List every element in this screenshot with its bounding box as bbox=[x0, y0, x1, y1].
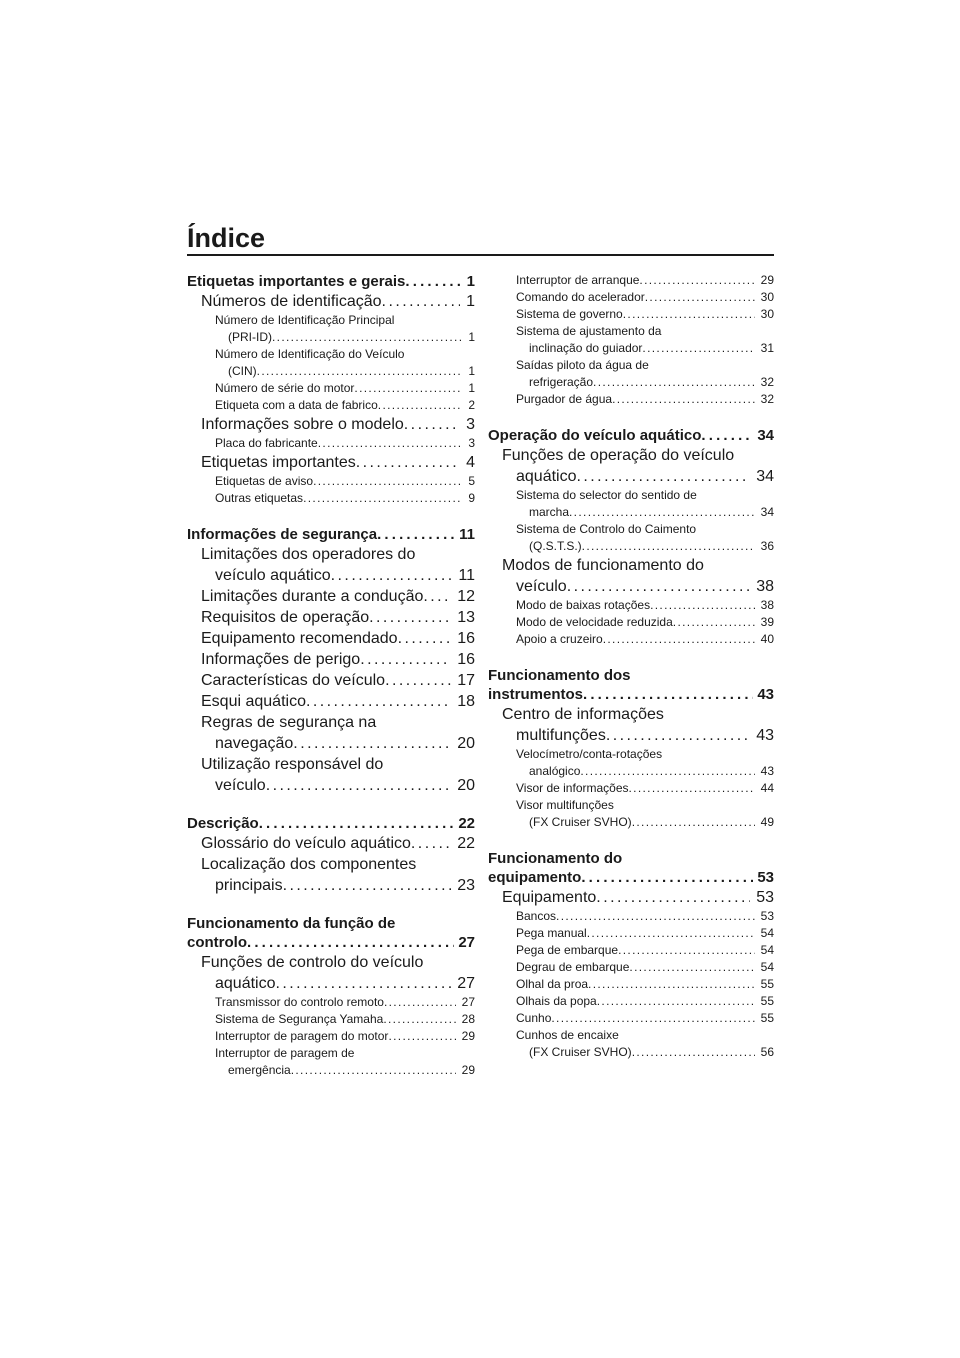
toc-section[interactable] bbox=[187, 414, 475, 435]
toc-page-number: 54 bbox=[760, 926, 774, 940]
toc-item[interactable] bbox=[187, 312, 475, 346]
toc-entry-text: Números de identificação bbox=[201, 293, 382, 310]
toc-entry-text: Cunhos de encaixe bbox=[516, 1028, 619, 1042]
toc-item[interactable] bbox=[187, 1011, 475, 1028]
toc-section[interactable] bbox=[488, 704, 774, 746]
dot-leader bbox=[369, 607, 451, 628]
toc-section[interactable] bbox=[488, 445, 774, 487]
dot-leader bbox=[632, 814, 755, 831]
dot-leader bbox=[272, 329, 462, 346]
toc-page-number: 54 bbox=[760, 960, 774, 974]
toc-entry-text: Sistema de Segurança Yamaha bbox=[215, 1012, 384, 1026]
toc-page-number: 13 bbox=[457, 609, 475, 626]
dot-leader bbox=[618, 942, 755, 959]
toc-page-number: 30 bbox=[760, 307, 774, 321]
toc-section[interactable] bbox=[187, 754, 475, 796]
toc-item[interactable] bbox=[488, 487, 774, 521]
dot-leader bbox=[388, 1028, 455, 1045]
toc-page-number: 53 bbox=[757, 869, 774, 886]
toc-section[interactable] bbox=[187, 544, 475, 586]
toc-entry-text: Visor de informações bbox=[516, 781, 629, 795]
dot-leader bbox=[593, 374, 755, 391]
toc-page-number: 29 bbox=[461, 1063, 475, 1077]
dot-leader bbox=[266, 775, 452, 796]
toc-chapter[interactable] bbox=[187, 914, 475, 952]
toc-entry-text: Modos de funcionamento do bbox=[502, 557, 704, 574]
dot-leader bbox=[673, 614, 755, 631]
dot-leader bbox=[582, 538, 755, 555]
toc-entry-text: Olhal da proa bbox=[516, 977, 589, 991]
toc-page-number: 40 bbox=[760, 632, 774, 646]
toc-page-number: 3 bbox=[468, 436, 475, 450]
toc-entry-text: Pega manual bbox=[516, 926, 587, 940]
dot-leader bbox=[556, 908, 755, 925]
toc-item[interactable] bbox=[187, 346, 475, 380]
toc-entry-text: Etiquetas importantes bbox=[201, 454, 356, 471]
dot-leader bbox=[603, 631, 755, 648]
dot-leader bbox=[318, 435, 463, 452]
dot-leader bbox=[383, 1011, 455, 1028]
toc-page-number: 1 bbox=[466, 273, 475, 290]
toc-section[interactable] bbox=[488, 887, 774, 908]
toc-page-number: 22 bbox=[457, 835, 475, 852]
dot-leader bbox=[580, 763, 754, 780]
toc-item[interactable] bbox=[488, 959, 774, 976]
dot-leader bbox=[423, 586, 451, 607]
toc-page-number: 55 bbox=[760, 977, 774, 991]
dot-leader bbox=[701, 426, 753, 445]
toc-item[interactable] bbox=[488, 614, 774, 631]
toc-item[interactable] bbox=[488, 631, 774, 648]
toc-entry-text: Interruptor de paragem de bbox=[215, 1046, 355, 1060]
toc-entry-text: aquático bbox=[516, 468, 577, 485]
toc-entry-text: Informações de perigo bbox=[201, 651, 361, 668]
toc-section[interactable] bbox=[187, 649, 475, 670]
toc-page-number: 53 bbox=[760, 909, 774, 923]
toc-entry-text: Número de Identificação Principal bbox=[215, 313, 395, 327]
toc-page-number: 34 bbox=[760, 505, 774, 519]
toc-entry-text: Centro de informações bbox=[502, 706, 664, 723]
dot-leader bbox=[632, 1044, 755, 1061]
toc-entry-text: Esqui aquático bbox=[201, 693, 306, 710]
toc-entry-text: Equipamento bbox=[502, 889, 597, 906]
toc-section[interactable] bbox=[187, 607, 475, 628]
dot-leader bbox=[569, 504, 755, 521]
toc-section[interactable] bbox=[187, 586, 475, 607]
toc-entry-text: Pega de embarque bbox=[516, 943, 619, 957]
toc-section[interactable] bbox=[187, 691, 475, 712]
toc-item[interactable] bbox=[488, 521, 774, 555]
page-title: Índice bbox=[187, 223, 266, 253]
dot-leader bbox=[612, 391, 755, 408]
toc-entry-text: veículo aquático bbox=[215, 567, 331, 584]
toc-page-number: 27 bbox=[458, 934, 475, 951]
toc-entry-text: analógico bbox=[529, 764, 581, 778]
toc-entry-text: Etiquetas importantes e gerais bbox=[187, 273, 406, 290]
toc-page-number: 20 bbox=[457, 735, 475, 752]
toc-entry-text: Localização dos componentes bbox=[201, 856, 417, 873]
toc-entry-text: inclinação do guiador bbox=[529, 341, 643, 355]
toc-item[interactable] bbox=[488, 993, 774, 1010]
toc-page-number: 23 bbox=[457, 877, 475, 894]
toc-entry-text: Regras de segurança na bbox=[201, 714, 377, 731]
toc-item[interactable] bbox=[187, 1028, 475, 1045]
dot-leader bbox=[382, 291, 461, 312]
toc-section[interactable] bbox=[187, 628, 475, 649]
toc-column-left bbox=[187, 272, 475, 1079]
toc-item[interactable] bbox=[488, 1027, 774, 1061]
toc-entry-text: Número de Identificação do Veículo bbox=[215, 347, 405, 361]
toc-entry-text: Glossário do veículo aquático bbox=[201, 835, 411, 852]
dot-leader bbox=[588, 976, 755, 993]
toc-page-number: 12 bbox=[457, 588, 475, 605]
dot-leader bbox=[597, 993, 755, 1010]
toc-entry-text: Limitações durante a condução bbox=[201, 588, 424, 605]
toc-entry-text: Limitações dos operadores do bbox=[201, 546, 416, 563]
toc-page-number: 38 bbox=[760, 598, 774, 612]
toc-entry-text: Funções de controlo do veículo bbox=[201, 954, 424, 971]
toc-entry-text: veículo bbox=[215, 777, 266, 794]
toc-entry-text: principais bbox=[215, 877, 283, 894]
toc-page-number: 43 bbox=[760, 764, 774, 778]
dot-leader bbox=[303, 490, 462, 507]
toc-page-number: 22 bbox=[458, 815, 475, 832]
toc-entry-text: (CIN) bbox=[228, 364, 257, 378]
dot-leader bbox=[642, 340, 754, 357]
toc-item[interactable] bbox=[187, 473, 475, 490]
toc-entry-text: Funções de operação do veículo bbox=[502, 447, 735, 464]
toc-page-number: 27 bbox=[457, 975, 475, 992]
toc-entry-text: equipamento bbox=[488, 869, 582, 886]
title-rule bbox=[187, 254, 774, 256]
toc-page-number: 2 bbox=[468, 398, 475, 412]
toc-entry-text: Purgador de água bbox=[516, 392, 613, 406]
dot-leader bbox=[356, 452, 460, 473]
toc-entry-text: Modo de baixas rotações bbox=[516, 598, 651, 612]
toc-page-number: 43 bbox=[756, 727, 774, 744]
toc-page-number: 27 bbox=[461, 995, 475, 1009]
toc-page-number: 16 bbox=[457, 630, 475, 647]
toc-entry-text: controlo bbox=[187, 934, 247, 951]
dot-leader bbox=[378, 397, 463, 414]
dot-leader bbox=[247, 933, 454, 952]
toc-entry-text: Informações sobre o modelo bbox=[201, 416, 404, 433]
toc-entry-text: (Q.S.T.S.) bbox=[529, 539, 582, 553]
toc-item[interactable] bbox=[187, 994, 475, 1011]
toc-entry-text: Funcionamento do bbox=[488, 850, 623, 867]
dot-leader bbox=[581, 868, 753, 887]
toc-entry-text: Velocímetro/conta-rotações bbox=[516, 747, 663, 761]
toc-item[interactable] bbox=[488, 289, 774, 306]
toc-item[interactable] bbox=[187, 397, 475, 414]
toc-page-number: 17 bbox=[457, 672, 475, 689]
toc-entry-text: Cunho bbox=[516, 1011, 552, 1025]
toc-item[interactable] bbox=[187, 1045, 475, 1079]
toc-page-number: 38 bbox=[756, 578, 774, 595]
dot-leader bbox=[306, 691, 451, 712]
toc-item[interactable] bbox=[488, 391, 774, 408]
toc-item[interactable] bbox=[187, 490, 475, 507]
toc-entry-text: (FX Cruiser SVHO) bbox=[529, 1045, 632, 1059]
toc-entry-text: Comando do acelerador bbox=[516, 290, 645, 304]
toc-page-number: 55 bbox=[760, 1011, 774, 1025]
dot-leader bbox=[629, 780, 755, 797]
toc-entry-text: Etiquetas de aviso bbox=[215, 474, 314, 488]
dot-leader bbox=[405, 272, 462, 291]
dot-leader bbox=[645, 289, 755, 306]
toc-item[interactable] bbox=[488, 306, 774, 323]
toc-page-number: 30 bbox=[760, 290, 774, 304]
toc-entry-text: Funcionamento da função de bbox=[187, 915, 396, 932]
toc-entry-text: veículo bbox=[516, 578, 567, 595]
toc-page-number: 44 bbox=[760, 781, 774, 795]
dot-leader bbox=[257, 363, 463, 380]
toc-item[interactable] bbox=[488, 746, 774, 780]
dot-leader bbox=[606, 725, 750, 746]
toc-chapter[interactable] bbox=[187, 272, 475, 291]
toc-page-number: 43 bbox=[757, 686, 774, 703]
toc-entry-text: Requisitos de operação bbox=[201, 609, 370, 626]
toc-page-number: 54 bbox=[760, 943, 774, 957]
toc-entry-text: Transmissor do controlo remoto bbox=[215, 995, 384, 1009]
toc-page-number: 32 bbox=[760, 392, 774, 406]
toc-page-number: 28 bbox=[461, 1012, 475, 1026]
toc-item[interactable] bbox=[488, 797, 774, 831]
toc-page-number: 39 bbox=[760, 615, 774, 629]
toc-entry-text: Características do veículo bbox=[201, 672, 386, 689]
toc-item[interactable] bbox=[488, 272, 774, 289]
dot-leader bbox=[384, 994, 456, 1011]
toc-entry-text: (FX Cruiser SVHO) bbox=[529, 815, 632, 829]
toc-entry-text: Degrau de embarque bbox=[516, 960, 630, 974]
toc-page-number: 3 bbox=[466, 416, 475, 433]
dot-leader bbox=[583, 685, 753, 704]
toc-entry-text: Sistema de Controlo do Caimento bbox=[516, 522, 697, 536]
toc-page-number: 1 bbox=[468, 364, 475, 378]
toc-page-number: 29 bbox=[461, 1029, 475, 1043]
toc-page-number: 1 bbox=[468, 330, 475, 344]
toc-entry-text: emergência bbox=[228, 1063, 291, 1077]
toc-entry-text: Interruptor de paragem do motor bbox=[215, 1029, 389, 1043]
dot-leader bbox=[551, 1010, 754, 1027]
toc-entry-text: instrumentos bbox=[488, 686, 584, 703]
toc-page-number: 11 bbox=[459, 526, 475, 543]
toc-entry-text: Modo de velocidade reduzida bbox=[516, 615, 673, 629]
toc-page-number: 56 bbox=[760, 1045, 774, 1059]
toc-entry-text: refrigeração bbox=[529, 375, 594, 389]
toc-item[interactable] bbox=[488, 1010, 774, 1027]
toc-entry-text: Sistema do selector do sentido de bbox=[516, 488, 697, 502]
toc-entry-text: Operação do veículo aquático bbox=[488, 427, 702, 444]
toc-item[interactable] bbox=[187, 435, 475, 452]
dot-leader bbox=[587, 925, 755, 942]
toc-entry-text: Saídas piloto da água de bbox=[516, 358, 649, 372]
toc-entry-text: Funcionamento dos bbox=[488, 667, 631, 684]
toc-entry-text: Etiqueta com a data de fabrico bbox=[215, 398, 378, 412]
toc-entry-text: multifunções bbox=[516, 727, 606, 744]
dot-leader bbox=[596, 887, 750, 908]
toc-page-number: 34 bbox=[757, 427, 774, 444]
toc-entry-text: Equipamento recomendado bbox=[201, 630, 398, 647]
dot-leader bbox=[411, 833, 451, 854]
toc-page-number: 4 bbox=[466, 454, 475, 471]
dot-leader bbox=[354, 380, 462, 397]
toc-section[interactable] bbox=[187, 712, 475, 754]
toc-page-number: 1 bbox=[466, 293, 475, 310]
toc-entry-text: Olhais da popa bbox=[516, 994, 597, 1008]
toc-chapter[interactable] bbox=[187, 814, 475, 833]
dot-leader bbox=[639, 272, 754, 289]
dot-leader bbox=[398, 628, 452, 649]
toc-item[interactable] bbox=[488, 908, 774, 925]
toc-section[interactable] bbox=[187, 670, 475, 691]
toc-item[interactable] bbox=[488, 357, 774, 391]
dot-leader bbox=[313, 473, 462, 490]
toc-column-right bbox=[488, 272, 774, 1061]
toc-entry-text: Sistema de governo bbox=[516, 307, 623, 321]
toc-entry-text: Número de série do motor bbox=[215, 381, 355, 395]
toc-entry-text: aquático bbox=[215, 975, 276, 992]
toc-page-number: 18 bbox=[457, 693, 475, 710]
toc-page-number: 1 bbox=[468, 381, 475, 395]
toc-page-number: 5 bbox=[468, 474, 475, 488]
dot-leader bbox=[623, 306, 755, 323]
toc-entry-text: Outras etiquetas bbox=[215, 491, 304, 505]
toc-entry-text: (PRI-ID) bbox=[228, 330, 272, 344]
toc-item[interactable] bbox=[488, 597, 774, 614]
toc-item[interactable] bbox=[488, 323, 774, 357]
toc-entry-text: Apoio a cruzeiro bbox=[516, 632, 603, 646]
toc-item[interactable] bbox=[488, 925, 774, 942]
toc-item[interactable] bbox=[488, 942, 774, 959]
toc-chapter[interactable] bbox=[488, 666, 774, 704]
toc-item[interactable] bbox=[488, 976, 774, 993]
toc-page-number: 16 bbox=[457, 651, 475, 668]
dot-leader bbox=[331, 565, 453, 586]
toc-page-number: 36 bbox=[760, 539, 774, 553]
toc-chapter[interactable] bbox=[488, 426, 774, 445]
toc-page-number: 11 bbox=[458, 567, 475, 584]
toc-entry-text: Informações de segurança bbox=[187, 526, 378, 543]
dot-leader bbox=[385, 670, 451, 691]
dot-leader bbox=[259, 814, 455, 833]
toc-section[interactable] bbox=[187, 854, 475, 896]
dot-leader bbox=[360, 649, 451, 670]
dot-leader bbox=[276, 973, 452, 994]
toc-section[interactable] bbox=[187, 452, 475, 473]
toc-chapter[interactable] bbox=[187, 525, 475, 544]
dot-leader bbox=[404, 414, 460, 435]
toc-item[interactable] bbox=[488, 780, 774, 797]
dot-leader bbox=[293, 733, 451, 754]
toc-entry-text: Bancos bbox=[516, 909, 557, 923]
toc-page-number: 9 bbox=[468, 491, 475, 505]
toc-item[interactable] bbox=[187, 380, 475, 397]
dot-leader bbox=[283, 875, 452, 896]
dot-leader bbox=[577, 466, 751, 487]
toc-entry-text: marcha bbox=[529, 505, 570, 519]
toc-section[interactable] bbox=[187, 833, 475, 854]
dot-leader bbox=[291, 1062, 456, 1079]
dot-leader bbox=[650, 597, 755, 614]
toc-page-number: 49 bbox=[760, 815, 774, 829]
toc-section[interactable] bbox=[488, 555, 774, 597]
dot-leader bbox=[629, 959, 754, 976]
toc-entry-text: Descrição bbox=[187, 815, 259, 832]
toc-entry-text: Placa do fabricante bbox=[215, 436, 318, 450]
toc-section[interactable] bbox=[187, 291, 475, 312]
toc-entry-text: navegação bbox=[215, 735, 294, 752]
dot-leader bbox=[377, 525, 455, 544]
dot-leader bbox=[567, 576, 751, 597]
toc-page-number: 29 bbox=[760, 273, 774, 287]
toc-entry-text: Utilização responsável do bbox=[201, 756, 384, 773]
toc-chapter[interactable] bbox=[488, 849, 774, 887]
toc-page-number: 31 bbox=[760, 341, 774, 355]
toc-page-number: 32 bbox=[760, 375, 774, 389]
toc-page-number: 20 bbox=[457, 777, 475, 794]
toc-page-number: 53 bbox=[756, 889, 774, 906]
toc-page-number: 55 bbox=[760, 994, 774, 1008]
toc-entry-text: Sistema de ajustamento da bbox=[516, 324, 662, 338]
toc-page-number: 34 bbox=[756, 468, 774, 485]
toc-entry-text: Interruptor de arranque bbox=[516, 273, 640, 287]
toc-section[interactable] bbox=[187, 952, 475, 994]
toc-entry-text: Visor multifunções bbox=[516, 798, 614, 812]
